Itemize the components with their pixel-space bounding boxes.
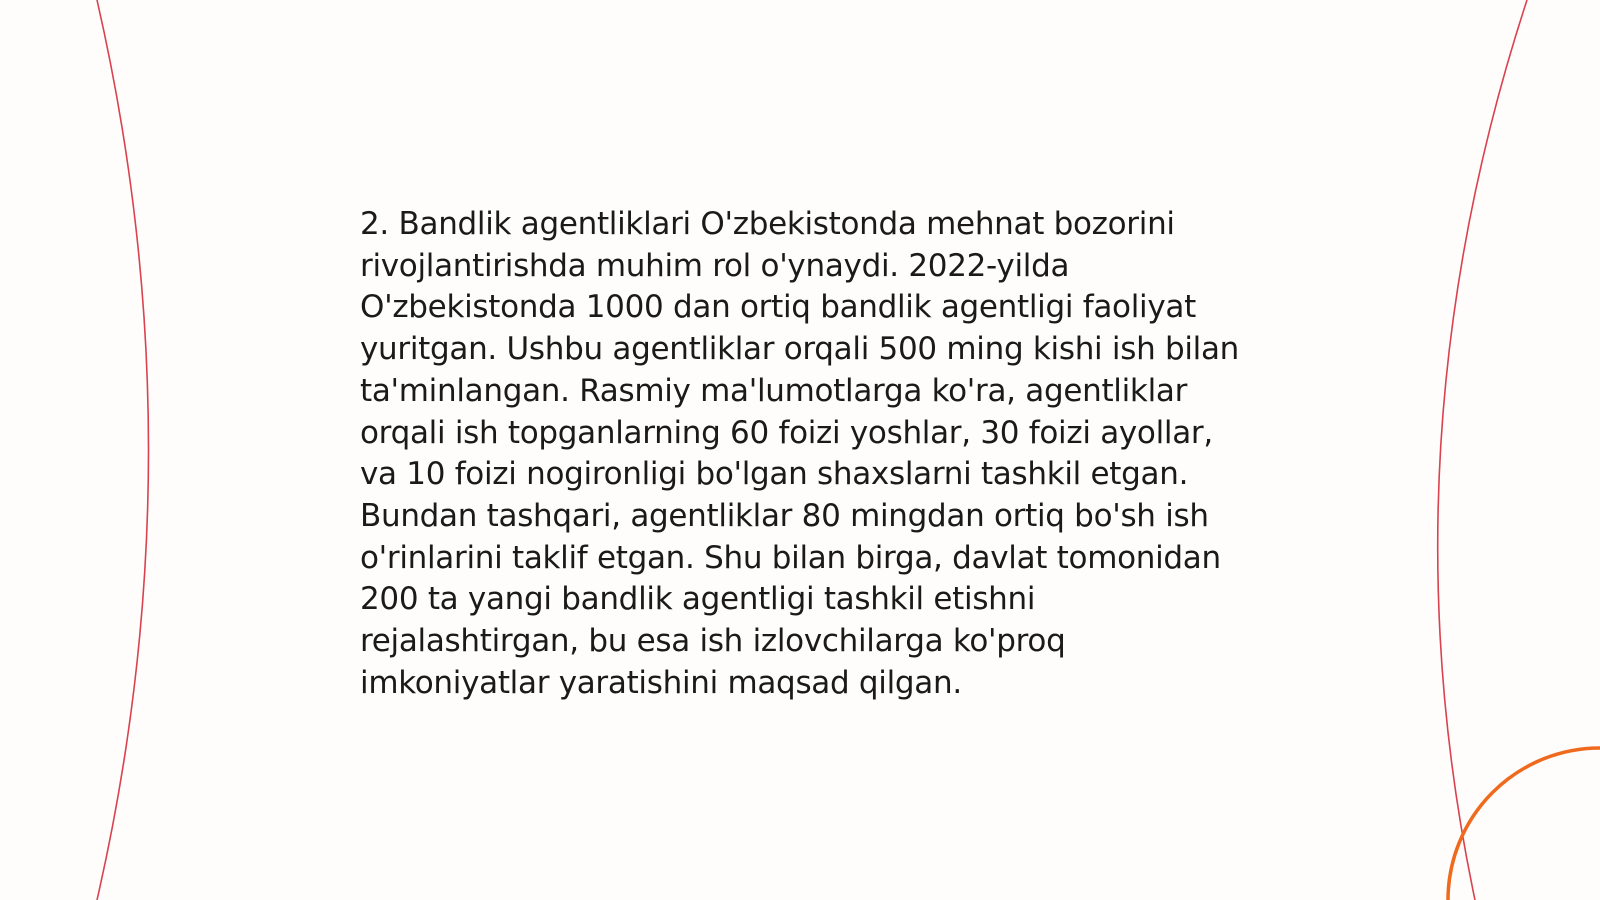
left-curve-line	[97, 0, 149, 900]
body-paragraph: 2. Bandlik agentliklari O'zbekistonda mehnat bozorini rivojlantirishda muhim rol o'ynaydi. 2022-yilda O'zbekistonda 1000 dan ortiq bandlik agentligi faoliyat yuritgan. Ushbu agentliklar orqali 500 ming kishi ish bilan ta'minlangan. Rasmiy ma'lumotlarga ko'ra, agentliklar orqali ish topganlarning 60 foizi yoshlar, 30 foizi ayollar, va 10 foizi nogironligi bo'lgan shaxslarni tashkil etgan. Bundan tashqari, agentliklar 80 mingdan ortiq bo'sh ish o'rinlarini taklif etgan. Shu bilan birga, davlat tomonidan 200 ta yangi bandlik agentligi tashkil etishni rejalashtirgan, bu esa ish izlovchilarga ko'proq imkoniyatlar yaratishini maqsad qilgan.	[360, 206, 1240, 701]
right-curve-line	[1438, 0, 1527, 900]
